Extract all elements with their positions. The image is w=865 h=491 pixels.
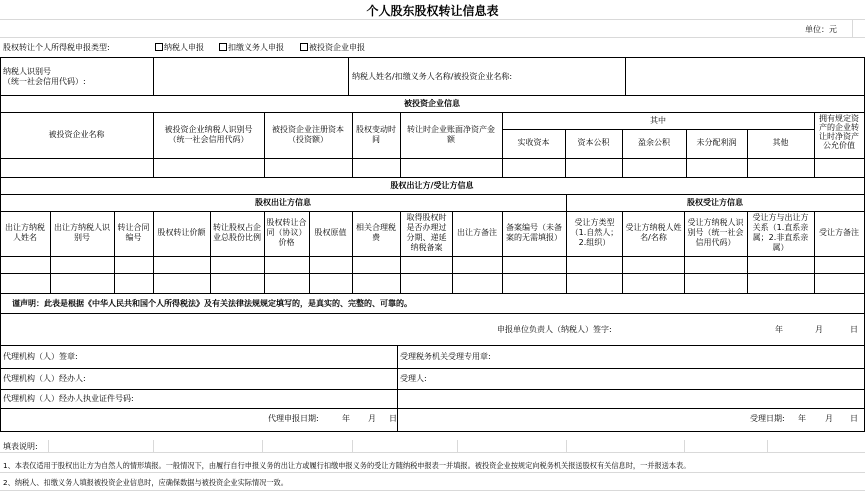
col-transfer-price: 股权转让价额 (157, 228, 206, 237)
border-line (0, 293, 865, 294)
agent-handler-label: 代理机构（人）经办人: (3, 374, 86, 383)
border-line (0, 158, 865, 159)
border-line (210, 211, 211, 293)
border-line (348, 57, 349, 95)
col-contract-no: 转让合同编号 (117, 223, 150, 242)
transfer-section-title: 股权出让方/受让方信息 (390, 181, 474, 190)
border-line (153, 211, 154, 293)
border-line (153, 57, 154, 95)
border-line (814, 112, 815, 177)
border-line (0, 431, 865, 432)
border-line (747, 129, 748, 177)
tax-office-date-label: 受理日期: (750, 414, 785, 423)
taxpayer-id-label: 纳税人识别号 (3, 67, 51, 76)
gridline (153, 440, 154, 452)
option-label: 被投资企业申报 (309, 43, 365, 52)
col-fair-value: 拥有规定资产的企业转让时净资产公允价值 (819, 114, 859, 150)
invested-section-title: 被投资企业信息 (404, 99, 460, 108)
border-line (400, 112, 401, 177)
border-line (502, 211, 503, 293)
col-transferor-name: 出让方纳税人姓名 (5, 223, 45, 242)
col-net-assets: 转让时企业账面净资产金额 (407, 125, 495, 144)
gridline (262, 440, 263, 452)
border-line (0, 313, 865, 314)
border-line (264, 211, 265, 293)
responsible-signature-label: 申报单位负责人（纳税人）签字: (497, 325, 612, 334)
col-invested-capital: 被投资企业注册资本（投资额） (272, 125, 344, 144)
col-transferee-name: 受让方纳税人姓名/名称 (625, 223, 682, 242)
border-line (352, 112, 353, 177)
agent-cert-label: 代理机构（人）经办人执业证件号码: (3, 394, 134, 403)
gridline (0, 452, 865, 453)
declare-option-taxpayer[interactable] (155, 43, 204, 53)
col-transferor-id: 出让方纳税人识别号 (54, 223, 110, 242)
unit-label: 单位：元 (805, 25, 837, 34)
border-line (0, 194, 865, 195)
col-surplus-reserve: 盈余公积 (638, 138, 670, 147)
transferee-section-title: 股权受让方信息 (687, 198, 743, 207)
border-line (565, 129, 566, 177)
border-line (622, 211, 623, 293)
border-line (0, 389, 865, 390)
tax-office-month: 月 (825, 414, 833, 423)
checkbox-icon[interactable] (300, 43, 308, 51)
declare-option-enterprise[interactable] (300, 43, 365, 53)
col-transferee-type: 受让方类型（1.自然人；2.组织） (570, 218, 619, 247)
gridline (852, 19, 853, 37)
border-line (625, 57, 626, 95)
border-line (153, 112, 154, 177)
border-line (0, 368, 865, 369)
col-contract-price: 股权转让合同（协议）价格 (266, 218, 307, 247)
border-line (309, 211, 310, 293)
border-line (686, 129, 687, 177)
col-filing-no: 备案编号（未备案的无需填报） (506, 223, 562, 242)
note-item-2: 2、纳税人、扣缴义务人填报被投资企业信息时，应确保数据与被投资企业实际情况一致。 (3, 478, 288, 487)
border-line (114, 211, 115, 293)
col-share-ratio: 转让股权占企业总股份比例 (213, 223, 261, 242)
col-invested-name: 被投资企业名称 (48, 130, 105, 139)
gridline (767, 440, 768, 452)
border-line (0, 95, 865, 96)
border-line (264, 112, 265, 177)
border-line (502, 129, 814, 130)
col-transferee-remark: 受让方备注 (819, 228, 859, 237)
taxpayer-id-label-2: （统一社会信用代码）: (3, 77, 86, 86)
border-line (0, 408, 865, 409)
agent-month: 月 (368, 414, 376, 423)
col-undistributed-profit: 未分配利润 (696, 138, 737, 147)
gridline (352, 440, 353, 452)
border-line (622, 129, 623, 177)
col-reasonable-fees: 相关合理税费 (356, 223, 396, 242)
notes-heading: 填表说明: (3, 442, 38, 451)
declare-type-label: 股权转让个人所得税申报类型: (3, 43, 110, 52)
border-line (400, 211, 401, 293)
col-transferor-remark: 出让方备注 (457, 228, 497, 237)
border-line (0, 273, 865, 274)
checkbox-icon[interactable] (219, 43, 227, 51)
tax-office-day: 日 (850, 414, 858, 423)
border-line (0, 256, 865, 257)
border-line (0, 211, 865, 212)
checkbox-icon[interactable] (155, 43, 163, 51)
tax-office-receiver-label: 受理人: (400, 374, 427, 383)
col-original-value: 股权原值 (314, 228, 347, 237)
border-line (452, 211, 453, 293)
border-line (397, 345, 398, 431)
gridline (566, 440, 567, 452)
option-label: 扣缴义务人申报 (228, 43, 284, 52)
border-line (0, 112, 865, 113)
col-deferral-filing: 取得股权时是否办理过分期、递延纳税备案 (406, 213, 447, 252)
border-line (0, 345, 865, 346)
border-line (0, 57, 1, 431)
gridline (0, 472, 865, 473)
declare-option-withholder[interactable] (219, 43, 284, 53)
gridline (48, 440, 49, 452)
col-of-which: 其中 (650, 116, 666, 125)
taxpayer-name-label: 纳税人姓名/扣缴义务人名称/被投资企业名称: (352, 72, 513, 81)
agent-seal-label: 代理机构（人）签章: (3, 352, 78, 361)
col-paid-in-capital: 实收资本 (517, 138, 550, 147)
note-item-1: 1、本表仅适用于股权出让方为自然人的情形填报。一般情况下，由履行自行申报义务的出让方或履行扣缴申报义务的受让方随纳税申报表一并填报。被投资企业按规定向税务机关报送股权有关信息时，一并报送本表。 (3, 461, 691, 470)
col-other: 其他 (772, 138, 789, 147)
col-relationship: 受让方与出让方关系（1.直系亲属；2.非直系亲属） (752, 213, 809, 252)
tax-office-year: 年 (798, 414, 806, 423)
gridline (684, 440, 685, 452)
border-line (566, 211, 567, 293)
border-line (684, 211, 685, 293)
border-line (814, 211, 815, 293)
gridline (457, 440, 458, 452)
agent-day: 日 (389, 414, 397, 423)
transferor-section-title: 股权出让方信息 (255, 198, 311, 207)
col-capital-reserve: 资本公积 (577, 138, 610, 147)
sign-month: 月 (815, 325, 823, 334)
tax-office-seal-label: 受理税务机关受理专用章: (400, 352, 491, 361)
border-line (352, 211, 353, 293)
agent-date-label: 代理申报日期: (268, 414, 319, 423)
agent-year: 年 (342, 414, 350, 423)
option-label: 纳税人申报 (164, 43, 204, 52)
declaration-statement: 谨声明：此表是根据《中华人民共和国个人所得税法》及有关法律法规规定填写的，是真实的、完整的、可靠的。 (12, 299, 412, 308)
border-line (50, 211, 51, 293)
border-line (0, 177, 865, 178)
gridline (0, 19, 865, 20)
sign-day: 日 (850, 325, 858, 334)
gridline (0, 37, 865, 38)
sign-year: 年 (775, 325, 783, 334)
col-change-time: 股权变动时间 (356, 125, 396, 144)
border-line (0, 57, 865, 58)
form-title: 个人股东股权转让信息表 (366, 4, 499, 18)
col-invested-id: 被投资企业纳税人识别号（统一社会信用代码） (164, 125, 253, 144)
col-transferee-id: 受让方纳税人识别号（统一社会信用代码） (687, 218, 744, 247)
border-line (747, 211, 748, 293)
